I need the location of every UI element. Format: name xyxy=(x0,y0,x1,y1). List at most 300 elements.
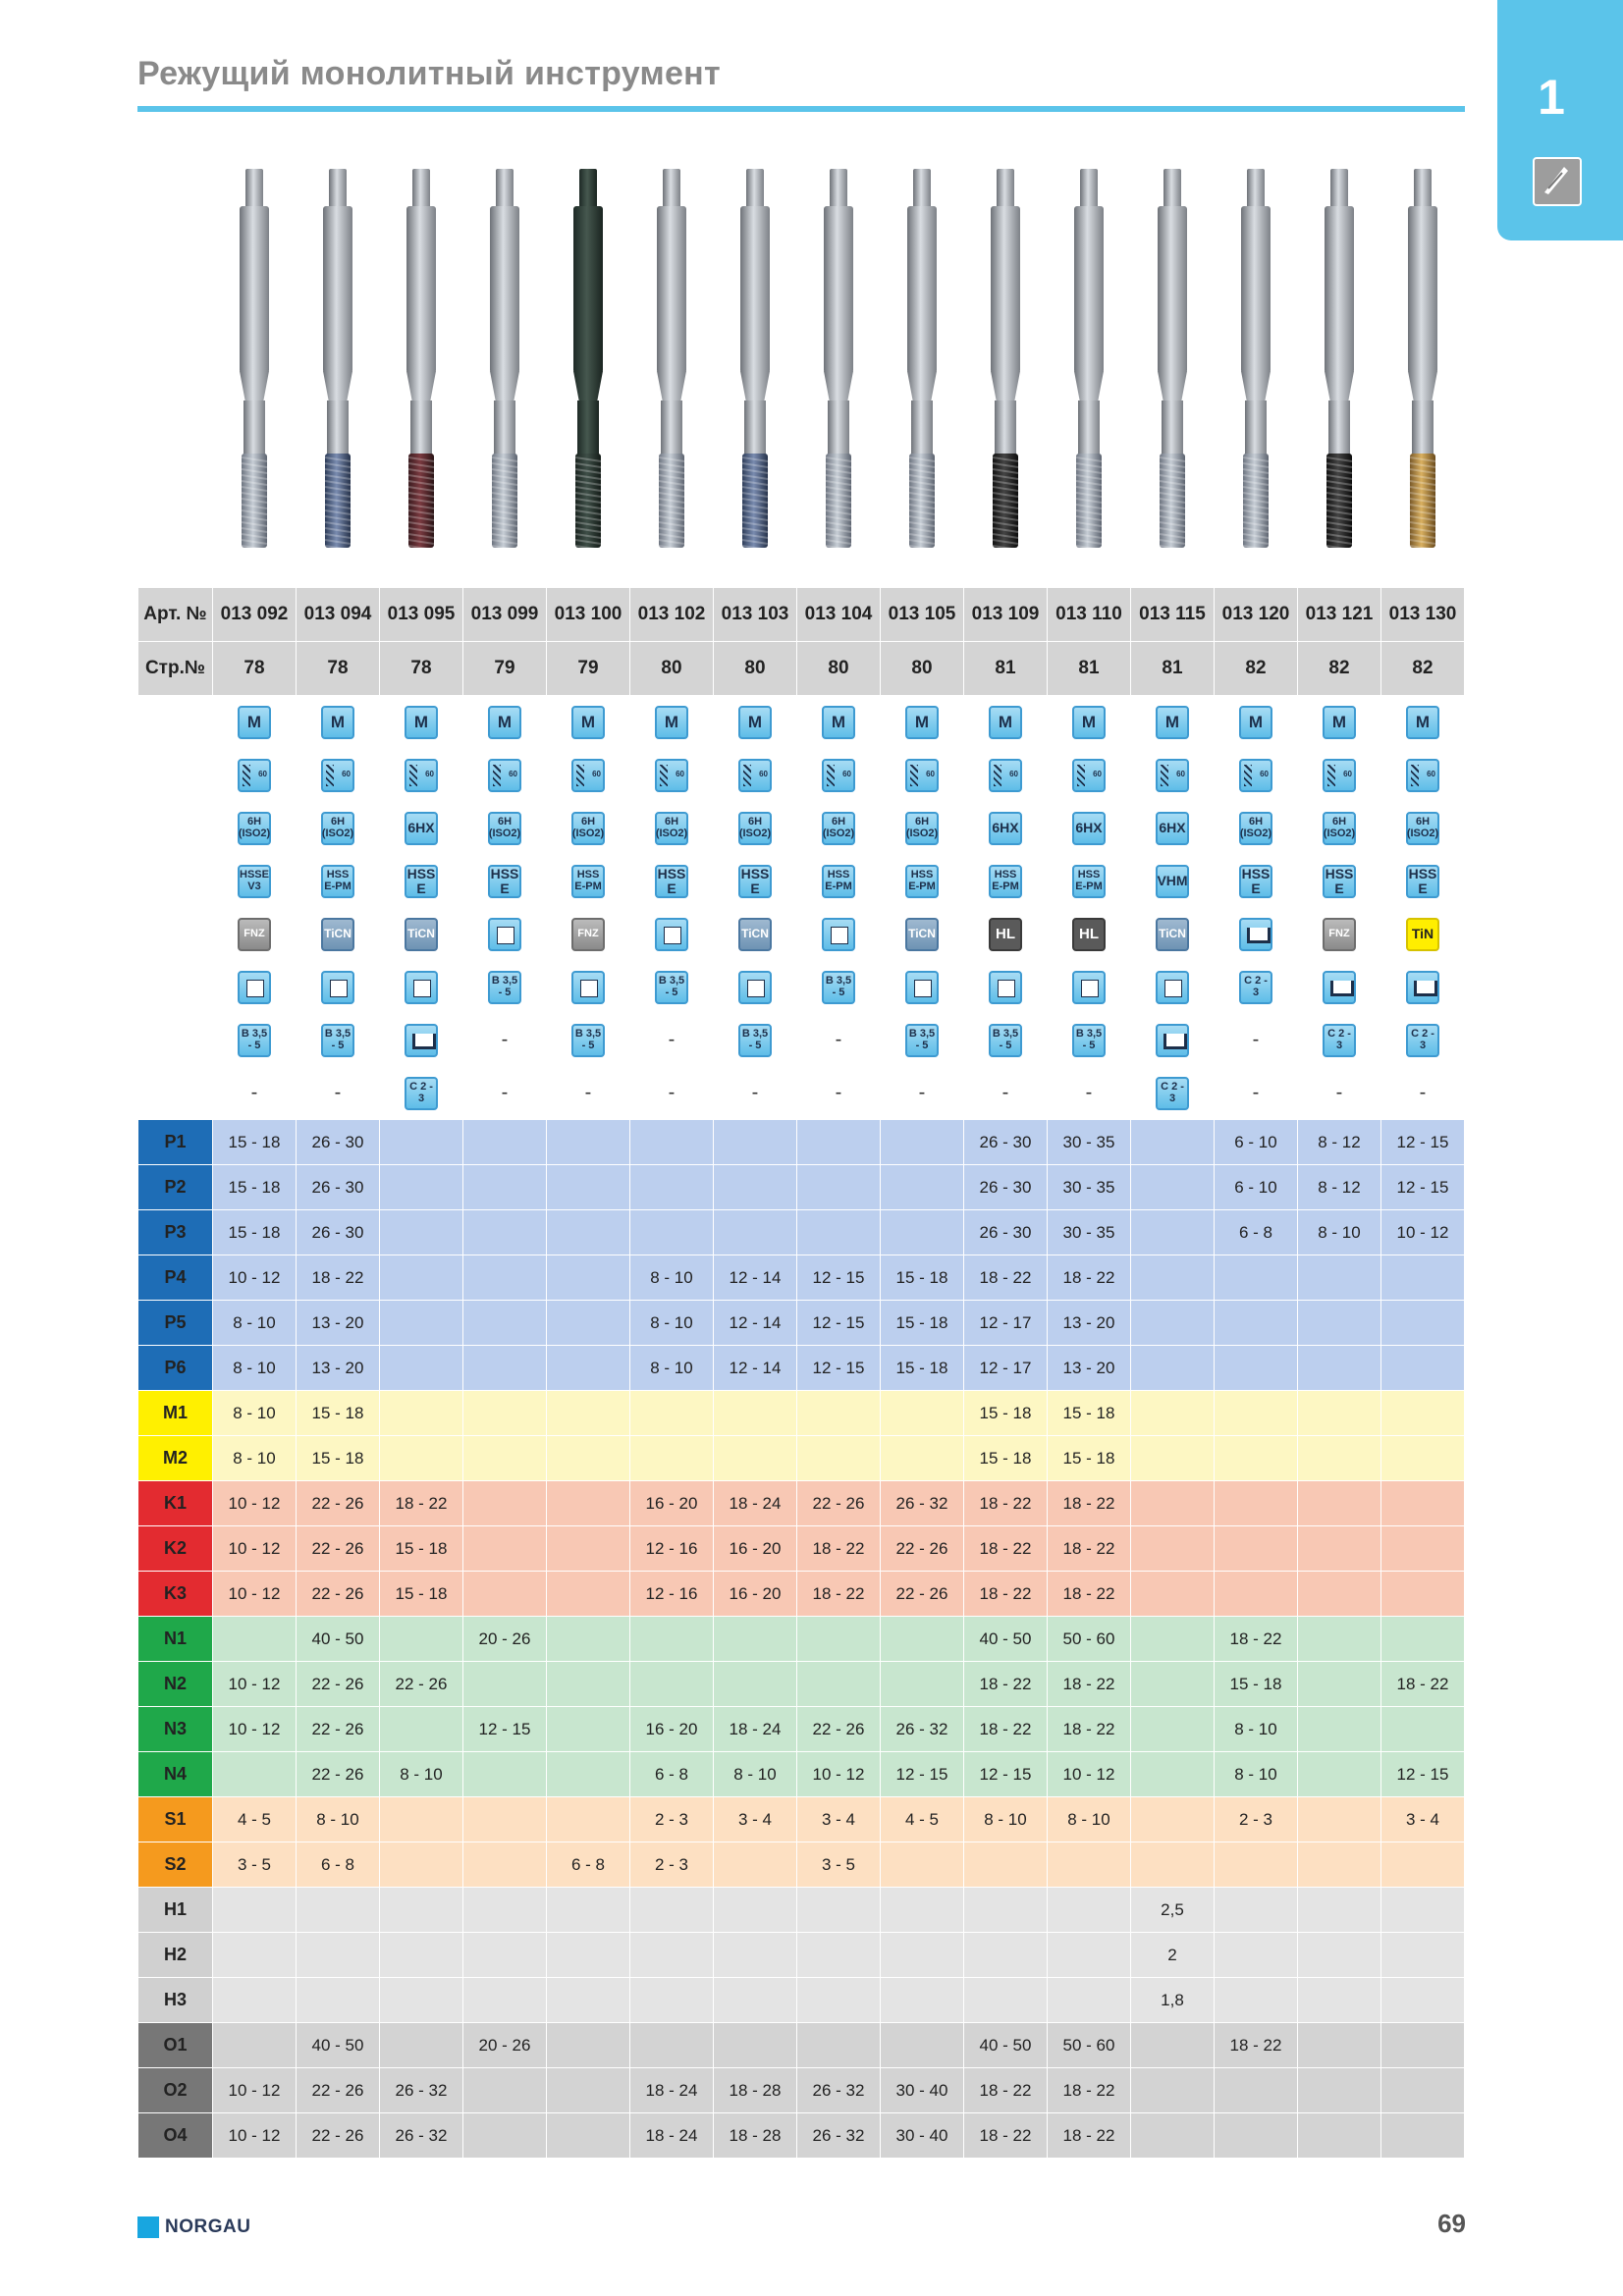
speed-cell xyxy=(630,1888,714,1933)
material-code: O1 xyxy=(138,2023,213,2068)
icon-cell xyxy=(213,1067,297,1120)
icon-cell xyxy=(714,749,797,802)
thread-angle-icon xyxy=(1406,759,1439,792)
material-row xyxy=(138,1797,1465,1842)
icon-cell xyxy=(881,1014,964,1067)
through-hole-icon xyxy=(738,971,772,1004)
speed-cell xyxy=(797,1978,881,2023)
icon-cell xyxy=(964,749,1048,802)
speed-cell xyxy=(1131,1210,1215,1255)
material-icon: HSS E xyxy=(1323,865,1356,898)
speed-cell: 15 - 18 xyxy=(380,1572,463,1617)
art-number-cell: 013 115 xyxy=(1131,588,1215,642)
speed-cell: 3 - 4 xyxy=(1381,1797,1465,1842)
tool-image xyxy=(1215,167,1297,560)
speed-cell: 22 - 26 xyxy=(297,1526,380,1572)
speed-cell xyxy=(463,1301,547,1346)
speed-cell xyxy=(1381,1707,1465,1752)
icon-cell xyxy=(1298,1067,1381,1120)
through-hole-icon xyxy=(571,971,605,1004)
speed-cell xyxy=(714,1662,797,1707)
material-row xyxy=(138,1572,1465,1617)
speed-cell xyxy=(1381,1526,1465,1572)
speed-cell: 3 - 4 xyxy=(714,1797,797,1842)
speed-cell: 8 - 10 xyxy=(964,1797,1048,1842)
material-row xyxy=(138,1888,1465,1933)
speed-cell xyxy=(881,1165,964,1210)
speed-cell xyxy=(1381,1888,1465,1933)
degree-label: 60 xyxy=(1009,769,1018,778)
speed-cell xyxy=(1131,1842,1215,1888)
speed-cell xyxy=(714,1210,797,1255)
icon-cell xyxy=(380,696,463,749)
speed-cell xyxy=(380,1210,463,1255)
speed-cell xyxy=(1215,1572,1298,1617)
icon-cell xyxy=(380,855,463,908)
speed-cell: 12 - 15 xyxy=(463,1707,547,1752)
speed-cell xyxy=(463,1978,547,2023)
material-code: N4 xyxy=(138,1752,213,1797)
speed-cell: 3 - 5 xyxy=(213,1842,297,1888)
speed-cell: 18 - 24 xyxy=(630,2113,714,2159)
speed-cell: 18 - 22 xyxy=(964,1707,1048,1752)
degree-label: 60 xyxy=(1427,769,1435,778)
icon-cell xyxy=(630,696,714,749)
fnz-coating-icon: FNZ xyxy=(1323,918,1356,951)
speed-cell xyxy=(1298,1933,1381,1978)
material-row xyxy=(138,2113,1465,2159)
speed-cell: 18 - 22 xyxy=(1048,1526,1131,1572)
icon-cell xyxy=(1381,696,1465,749)
chamfer-icon: B 3,5 - 5 xyxy=(989,1024,1022,1057)
tolerance-icon: 6H (ISO2) xyxy=(655,812,688,845)
icon-cell xyxy=(547,696,630,749)
speed-cell: 12 - 15 xyxy=(797,1346,881,1391)
speed-cell xyxy=(1215,2113,1298,2159)
speed-cell: 16 - 20 xyxy=(714,1572,797,1617)
page-ref-cell: 78 xyxy=(380,642,463,696)
icon-cell xyxy=(1298,802,1381,855)
material-row xyxy=(138,1752,1465,1797)
speed-cell xyxy=(1215,1842,1298,1888)
material-code: P4 xyxy=(138,1255,213,1301)
speed-cell xyxy=(547,1933,630,1978)
empty-mark: - xyxy=(1419,1082,1427,1103)
material-icon: HSS E-PM xyxy=(321,865,354,898)
speed-cell xyxy=(547,1255,630,1301)
speed-cell xyxy=(213,1933,297,1978)
speed-cell xyxy=(1298,1978,1381,2023)
speed-cell xyxy=(547,2068,630,2113)
speed-cell: 18 - 22 xyxy=(1215,1617,1298,1662)
speed-cell xyxy=(964,1842,1048,1888)
icon-cell xyxy=(213,802,297,855)
icon-cell xyxy=(1215,696,1298,749)
degree-label: 60 xyxy=(509,769,517,778)
speed-cell xyxy=(797,1210,881,1255)
speed-cell: 18 - 22 xyxy=(964,1481,1048,1526)
speed-cell: 30 - 40 xyxy=(881,2068,964,2113)
art-number-label: Арт. № xyxy=(138,588,213,642)
speed-cell xyxy=(881,1662,964,1707)
material-code: P2 xyxy=(138,1165,213,1210)
thread-angle-icon xyxy=(655,759,688,792)
speed-cell: 26 - 32 xyxy=(881,1707,964,1752)
speed-cell xyxy=(1381,1842,1465,1888)
through-hole-icon xyxy=(655,918,688,951)
empty-mark: - xyxy=(668,1082,676,1103)
material-row xyxy=(138,1526,1465,1572)
speed-cell: 8 - 10 xyxy=(1048,1797,1131,1842)
speed-cell xyxy=(547,2113,630,2159)
thread-angle-icon xyxy=(321,759,354,792)
speed-cell: 15 - 18 xyxy=(1215,1662,1298,1707)
icon-cell xyxy=(714,855,797,908)
tolerance-icon: 6HX xyxy=(1072,812,1106,845)
speed-cell: 18 - 22 xyxy=(1381,1662,1465,1707)
material-icon: VHM xyxy=(1156,865,1189,898)
speed-cell xyxy=(380,1797,463,1842)
speed-cell xyxy=(1215,1391,1298,1436)
tool-image xyxy=(1381,167,1464,560)
speed-cell xyxy=(547,1662,630,1707)
empty-mark: - xyxy=(584,1082,592,1103)
icon-cell xyxy=(1048,908,1131,961)
icon-row-label xyxy=(138,1014,213,1067)
icon-cell xyxy=(547,908,630,961)
icon-cell xyxy=(1381,802,1465,855)
speed-cell: 10 - 12 xyxy=(1381,1210,1465,1255)
material-code: P3 xyxy=(138,1210,213,1255)
speed-cell: 22 - 26 xyxy=(297,1662,380,1707)
through-hole-icon xyxy=(905,971,939,1004)
art-number-cell: 013 120 xyxy=(1215,588,1298,642)
speed-cell xyxy=(1215,1481,1298,1526)
material-icon: HSS E xyxy=(1406,865,1439,898)
speed-cell: 8 - 10 xyxy=(1215,1752,1298,1797)
speed-cell xyxy=(1131,1797,1215,1842)
speed-cell: 15 - 18 xyxy=(213,1210,297,1255)
through-hole-icon xyxy=(1072,971,1106,1004)
speed-cell xyxy=(881,1933,964,1978)
material-icon: HSS E-PM xyxy=(905,865,939,898)
icon-cell xyxy=(1381,1067,1465,1120)
speed-cell xyxy=(547,1391,630,1436)
speed-cell xyxy=(1215,1978,1298,2023)
tolerance-icon: 6HX xyxy=(1156,812,1189,845)
icon-cell xyxy=(797,961,881,1014)
icon-row xyxy=(138,696,1465,749)
speed-cell xyxy=(1381,2023,1465,2068)
speed-cell xyxy=(463,1436,547,1481)
icon-row-label xyxy=(138,802,213,855)
icon-cell xyxy=(630,749,714,802)
speed-cell xyxy=(1215,1888,1298,1933)
speed-cell xyxy=(213,1617,297,1662)
material-row xyxy=(138,1707,1465,1752)
tool-image xyxy=(1298,167,1380,560)
speed-cell: 8 - 10 xyxy=(630,1346,714,1391)
speed-cell: 15 - 18 xyxy=(213,1165,297,1210)
material-code: O4 xyxy=(138,2113,213,2159)
tolerance-icon: 6H (ISO2) xyxy=(1406,812,1439,845)
speed-cell xyxy=(213,1752,297,1797)
metric-thread-icon: M xyxy=(1239,706,1272,739)
speed-cell: 26 - 30 xyxy=(297,1210,380,1255)
speed-cell xyxy=(1298,1572,1381,1617)
speed-cell xyxy=(1298,1888,1381,1933)
icon-cell xyxy=(297,749,380,802)
material-icon: HSS E xyxy=(1239,865,1272,898)
icon-cell xyxy=(1131,855,1215,908)
speed-cell: 8 - 10 xyxy=(380,1752,463,1797)
speed-cell: 22 - 26 xyxy=(297,1707,380,1752)
chamfer-icon: B 3,5 - 5 xyxy=(321,1024,354,1057)
icon-row-label xyxy=(138,1067,213,1120)
icon-cell xyxy=(380,1067,463,1120)
material-code: H2 xyxy=(138,1933,213,1978)
speed-cell xyxy=(1298,1301,1381,1346)
chamfer-icon: B 3,5 - 5 xyxy=(488,971,521,1004)
speed-cell xyxy=(547,1707,630,1752)
tolerance-icon: 6H (ISO2) xyxy=(488,812,521,845)
icon-cell xyxy=(1048,855,1131,908)
speed-cell xyxy=(547,1888,630,1933)
speed-cell xyxy=(463,1842,547,1888)
page-ref-cell: 80 xyxy=(797,642,881,696)
speed-cell: 50 - 60 xyxy=(1048,2023,1131,2068)
art-number-cell: 013 095 xyxy=(380,588,463,642)
speed-cell: 15 - 18 xyxy=(881,1346,964,1391)
icon-cell xyxy=(1048,749,1131,802)
material-code: K3 xyxy=(138,1572,213,1617)
icon-cell xyxy=(547,961,630,1014)
icon-cell xyxy=(213,1014,297,1067)
art-number-cell: 013 099 xyxy=(463,588,547,642)
speed-cell: 3 - 5 xyxy=(797,1842,881,1888)
icon-cell xyxy=(1215,1014,1298,1067)
speed-cell xyxy=(1381,1978,1465,2023)
empty-mark: - xyxy=(1085,1082,1093,1103)
icon-row xyxy=(138,802,1465,855)
speed-cell: 8 - 12 xyxy=(1298,1165,1381,1210)
speed-cell: 18 - 22 xyxy=(964,2068,1048,2113)
material-code: H1 xyxy=(138,1888,213,1933)
page-ref-cell: 79 xyxy=(547,642,630,696)
speed-cell xyxy=(547,1436,630,1481)
icon-cell xyxy=(297,802,380,855)
icon-cell xyxy=(630,1067,714,1120)
thread-angle-icon xyxy=(738,759,772,792)
material-code: S2 xyxy=(138,1842,213,1888)
speed-cell xyxy=(463,1481,547,1526)
speed-cell xyxy=(1131,1752,1215,1797)
speed-cell: 6 - 10 xyxy=(1215,1120,1298,1165)
art-number-cell: 013 094 xyxy=(297,588,380,642)
icon-row-label xyxy=(138,696,213,749)
speed-cell xyxy=(1298,1707,1381,1752)
icon-cell xyxy=(213,696,297,749)
icon-cell xyxy=(714,696,797,749)
ticn-coating-icon: TiCN xyxy=(738,918,772,951)
speed-cell xyxy=(380,1933,463,1978)
speed-cell xyxy=(1048,1888,1131,1933)
chamfer-icon: B 3,5 - 5 xyxy=(1072,1024,1106,1057)
speed-cell xyxy=(630,1210,714,1255)
speed-cell: 13 - 20 xyxy=(1048,1346,1131,1391)
speed-cell: 8 - 12 xyxy=(1298,1120,1381,1165)
speed-cell: 10 - 12 xyxy=(1048,1752,1131,1797)
material-code: N2 xyxy=(138,1662,213,1707)
icon-cell xyxy=(881,802,964,855)
chamfer-icon: C 2 - 3 xyxy=(1156,1077,1189,1110)
icon-cell xyxy=(1215,749,1298,802)
page-ref-cell: 80 xyxy=(714,642,797,696)
speed-cell: 6 - 8 xyxy=(297,1842,380,1888)
icon-cell xyxy=(797,908,881,961)
speed-cell: 26 - 30 xyxy=(297,1165,380,1210)
icon-cell xyxy=(297,696,380,749)
icon-cell xyxy=(1215,961,1298,1014)
blind-hole-icon xyxy=(1156,1024,1189,1057)
tolerance-icon: 6H (ISO2) xyxy=(738,812,772,845)
art-number-cell: 013 103 xyxy=(714,588,797,642)
speed-cell xyxy=(797,1662,881,1707)
speed-cell xyxy=(547,1572,630,1617)
ticn-coating-icon: TiCN xyxy=(905,918,939,951)
page-title: Режущий монолитный инструмент xyxy=(137,55,721,92)
icon-cell xyxy=(1381,749,1465,802)
metric-thread-icon: M xyxy=(405,706,438,739)
speed-cell xyxy=(1131,1165,1215,1210)
speed-cell: 8 - 10 xyxy=(297,1797,380,1842)
speed-cell: 6 - 10 xyxy=(1215,1165,1298,1210)
empty-mark: - xyxy=(501,1029,509,1050)
icon-cell xyxy=(1131,908,1215,961)
speed-cell xyxy=(714,2023,797,2068)
through-hole-icon xyxy=(1156,971,1189,1004)
icon-row xyxy=(138,961,1465,1014)
icon-cell xyxy=(297,855,380,908)
material-icon: HSS E xyxy=(655,865,688,898)
material-code: P5 xyxy=(138,1301,213,1346)
speed-cell: 12 - 16 xyxy=(630,1526,714,1572)
speed-cell xyxy=(797,1165,881,1210)
speed-cell xyxy=(964,1978,1048,2023)
speed-cell xyxy=(1381,1481,1465,1526)
page-ref-cell: 79 xyxy=(463,642,547,696)
material-icon: HSS E-PM xyxy=(1072,865,1106,898)
icon-cell xyxy=(463,1067,547,1120)
speed-cell xyxy=(1131,1120,1215,1165)
speed-cell: 15 - 18 xyxy=(1048,1391,1131,1436)
thread-angle-icon xyxy=(238,759,271,792)
material-icon: HSS E-PM xyxy=(822,865,855,898)
icon-cell xyxy=(463,802,547,855)
speed-cell xyxy=(547,1978,630,2023)
speed-cell: 8 - 10 xyxy=(213,1436,297,1481)
icon-cell xyxy=(714,961,797,1014)
speed-cell: 15 - 18 xyxy=(297,1391,380,1436)
empty-mark: - xyxy=(751,1082,759,1103)
speed-cell: 22 - 26 xyxy=(297,2068,380,2113)
speed-cell xyxy=(463,1255,547,1301)
speed-cell xyxy=(714,1120,797,1165)
speed-cell xyxy=(714,1888,797,1933)
art-number-cell: 013 105 xyxy=(881,588,964,642)
material-row xyxy=(138,1436,1465,1481)
speed-cell: 12 - 17 xyxy=(964,1301,1048,1346)
blind-hole-icon xyxy=(1406,971,1439,1004)
speed-cell xyxy=(380,1346,463,1391)
speed-cell: 15 - 18 xyxy=(964,1436,1048,1481)
icon-cell xyxy=(714,1067,797,1120)
speed-cell: 30 - 35 xyxy=(1048,1120,1131,1165)
speed-cell: 13 - 20 xyxy=(297,1346,380,1391)
speed-cell xyxy=(547,1617,630,1662)
speed-cell xyxy=(714,1391,797,1436)
speed-cell: 16 - 20 xyxy=(630,1707,714,1752)
tolerance-icon: 6HX xyxy=(405,812,438,845)
tool-image xyxy=(547,167,629,560)
speed-cell xyxy=(463,1526,547,1572)
chamfer-icon: C 2 - 3 xyxy=(1406,1024,1439,1057)
icon-cell xyxy=(463,908,547,961)
speed-cell: 2 - 3 xyxy=(630,1797,714,1842)
icon-cell xyxy=(463,855,547,908)
speed-cell: 22 - 26 xyxy=(297,1481,380,1526)
tolerance-icon: 6H (ISO2) xyxy=(238,812,271,845)
speed-cell xyxy=(463,1120,547,1165)
chamfer-icon: B 3,5 - 5 xyxy=(571,1024,605,1057)
icon-cell xyxy=(1215,855,1298,908)
icon-cell xyxy=(1048,961,1131,1014)
icon-cell xyxy=(380,961,463,1014)
speed-cell: 26 - 32 xyxy=(380,2068,463,2113)
speed-cell: 26 - 32 xyxy=(881,1481,964,1526)
hl-coating-icon: HL xyxy=(989,918,1022,951)
thread-angle-icon xyxy=(989,759,1022,792)
chapter-tab[interactable] xyxy=(1497,0,1623,240)
thread-angle-icon xyxy=(1072,759,1106,792)
icon-cell xyxy=(380,1014,463,1067)
metric-thread-icon: M xyxy=(822,706,855,739)
speed-cell xyxy=(714,1933,797,1978)
degree-label: 60 xyxy=(926,769,935,778)
tool-photos xyxy=(137,157,1465,560)
speed-cell xyxy=(1215,1436,1298,1481)
speed-cell: 18 - 24 xyxy=(630,2068,714,2113)
icon-cell xyxy=(1215,802,1298,855)
metric-thread-icon: M xyxy=(321,706,354,739)
speed-cell: 3 - 4 xyxy=(797,1797,881,1842)
icon-cell xyxy=(1048,1014,1131,1067)
ticn-coating-icon: TiCN xyxy=(1156,918,1189,951)
speed-cell: 18 - 22 xyxy=(1048,1255,1131,1301)
page-ref-cell: 82 xyxy=(1381,642,1465,696)
art-number-cell: 013 130 xyxy=(1381,588,1465,642)
icon-cell xyxy=(1048,1067,1131,1120)
icon-cell xyxy=(547,802,630,855)
speed-cell xyxy=(380,1391,463,1436)
speed-cell: 8 - 10 xyxy=(1215,1707,1298,1752)
thread-angle-icon xyxy=(1323,759,1356,792)
speed-cell xyxy=(1131,1391,1215,1436)
tool-image xyxy=(714,167,796,560)
icon-cell xyxy=(1381,908,1465,961)
tolerance-icon: 6HX xyxy=(989,812,1022,845)
icon-cell xyxy=(797,696,881,749)
